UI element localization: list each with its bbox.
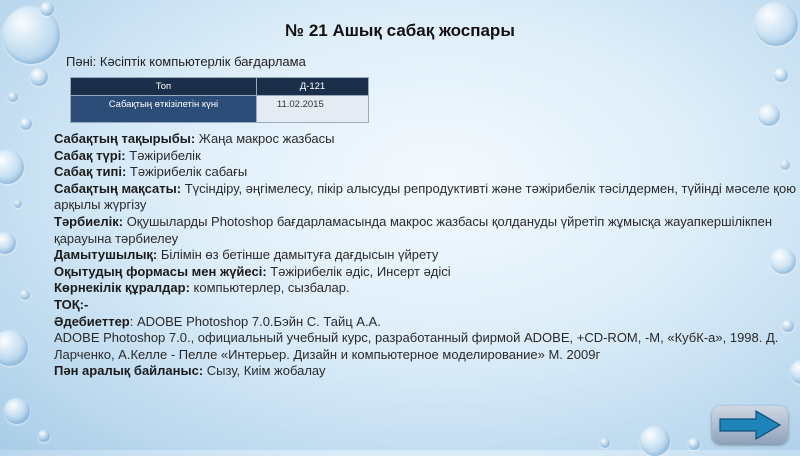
line-label: Оқытудың формасы мен жүйесі: [54,263,267,279]
line-label: Сабақтың тақырыбы: [54,131,196,146]
water-bubble [774,68,788,82]
line-text: Түсіндіру, әңгімелесу, пікір алысуды репродуктивті және тәжірибелік тәсілдермен, түйінді мәселе қою арқылы жүргізу [54,180,796,213]
water-bubble [0,232,16,254]
line-label: Тәрбиелік: [54,213,124,229]
line-text: ADOBE Photoshop 7.0., официальный учебный курс, разработанный фирмой ADOBE, +CD-ROM, -М, «КубК-а», 1998. Д. Ларченко, А.Келле - Пелле «Интерьер. Дизайн и компьютерное моделирование» М. 2009г [54,330,779,362]
line-label: Көрнекілік құралдар: [54,280,190,296]
group-label: Топ [71,78,257,96]
lesson-line [54,297,799,314]
table-row [71,78,369,96]
lesson-line [54,363,799,380]
lesson-line [54,181,799,214]
page-title: № 21 Ашық сабақ жоспары [285,21,515,40]
arrow-right-icon [716,409,784,441]
lesson-line [54,264,799,281]
water-bubble [0,150,24,184]
water-bubble [4,398,30,424]
next-slide-button[interactable] [712,406,788,444]
lesson-plan-body [54,131,799,380]
line-text: компьютерлер, сызбалар. [189,280,350,296]
water-bubble [0,330,28,366]
line-text: Тәжірибелік [125,147,201,163]
line-text: Тәжірибелік әдіс, Инсерт әдісі [266,263,451,279]
water-bubble [688,438,700,450]
water-bubble [40,2,54,16]
water-bubble [8,92,18,102]
water-bubble [600,438,610,448]
line-text: Білімін өз бетінше дамытуға дағдысын үйрету [157,247,439,263]
line-label: Сабақтың мақсаты: [54,180,182,196]
lesson-line [54,280,799,297]
line-text: Жаңа макрос жазбасы [195,131,335,146]
line-label: Әдебиеттер [54,313,130,329]
line-text: Сызу, Киім жобалау [203,363,326,379]
lesson-line [54,330,799,363]
water-bubble [38,430,50,442]
lesson-line [54,314,799,331]
line-label: Пән аралық байланыс: [54,363,204,379]
line-text: : ADOBE Photoshop 7.0.Бэйн С. Тайц А.А. [129,313,381,329]
water-bubble [20,118,32,130]
group-value: Д-121 [256,78,368,96]
water-bubble [758,104,780,126]
lesson-line [54,131,799,148]
line-text: Оқушыларды Photoshop бағдарламасында макрос жазбасы қолдануды үйретіп жұмысқа жауапкершілікпен қарауына тәрбиелеу [54,213,773,246]
date-label: Сабақтың өткізілетін күні [71,96,257,123]
water-bubble [14,200,22,208]
line-label: ТОҚ:- [54,296,89,312]
lesson-line [54,247,799,264]
date-value: 11.02.2015 [256,96,368,123]
line-label: Сабақ типі: [54,164,127,180]
line-label: Дамытушылық: [54,247,158,263]
water-bubble [30,68,48,86]
lesson-line [54,164,799,181]
line-text: Тәжірибелік сабағы [126,164,248,180]
subject-line: Пәні: Кәсіптік компьютерлік бағдарлама [66,54,306,69]
lesson-info-table [70,77,369,123]
water-bubble [640,426,670,456]
lesson-line [54,148,799,165]
water-bubble [20,290,30,300]
line-label: Сабақ түрі: [54,147,126,163]
lesson-line [54,214,799,247]
table-row [71,96,369,123]
